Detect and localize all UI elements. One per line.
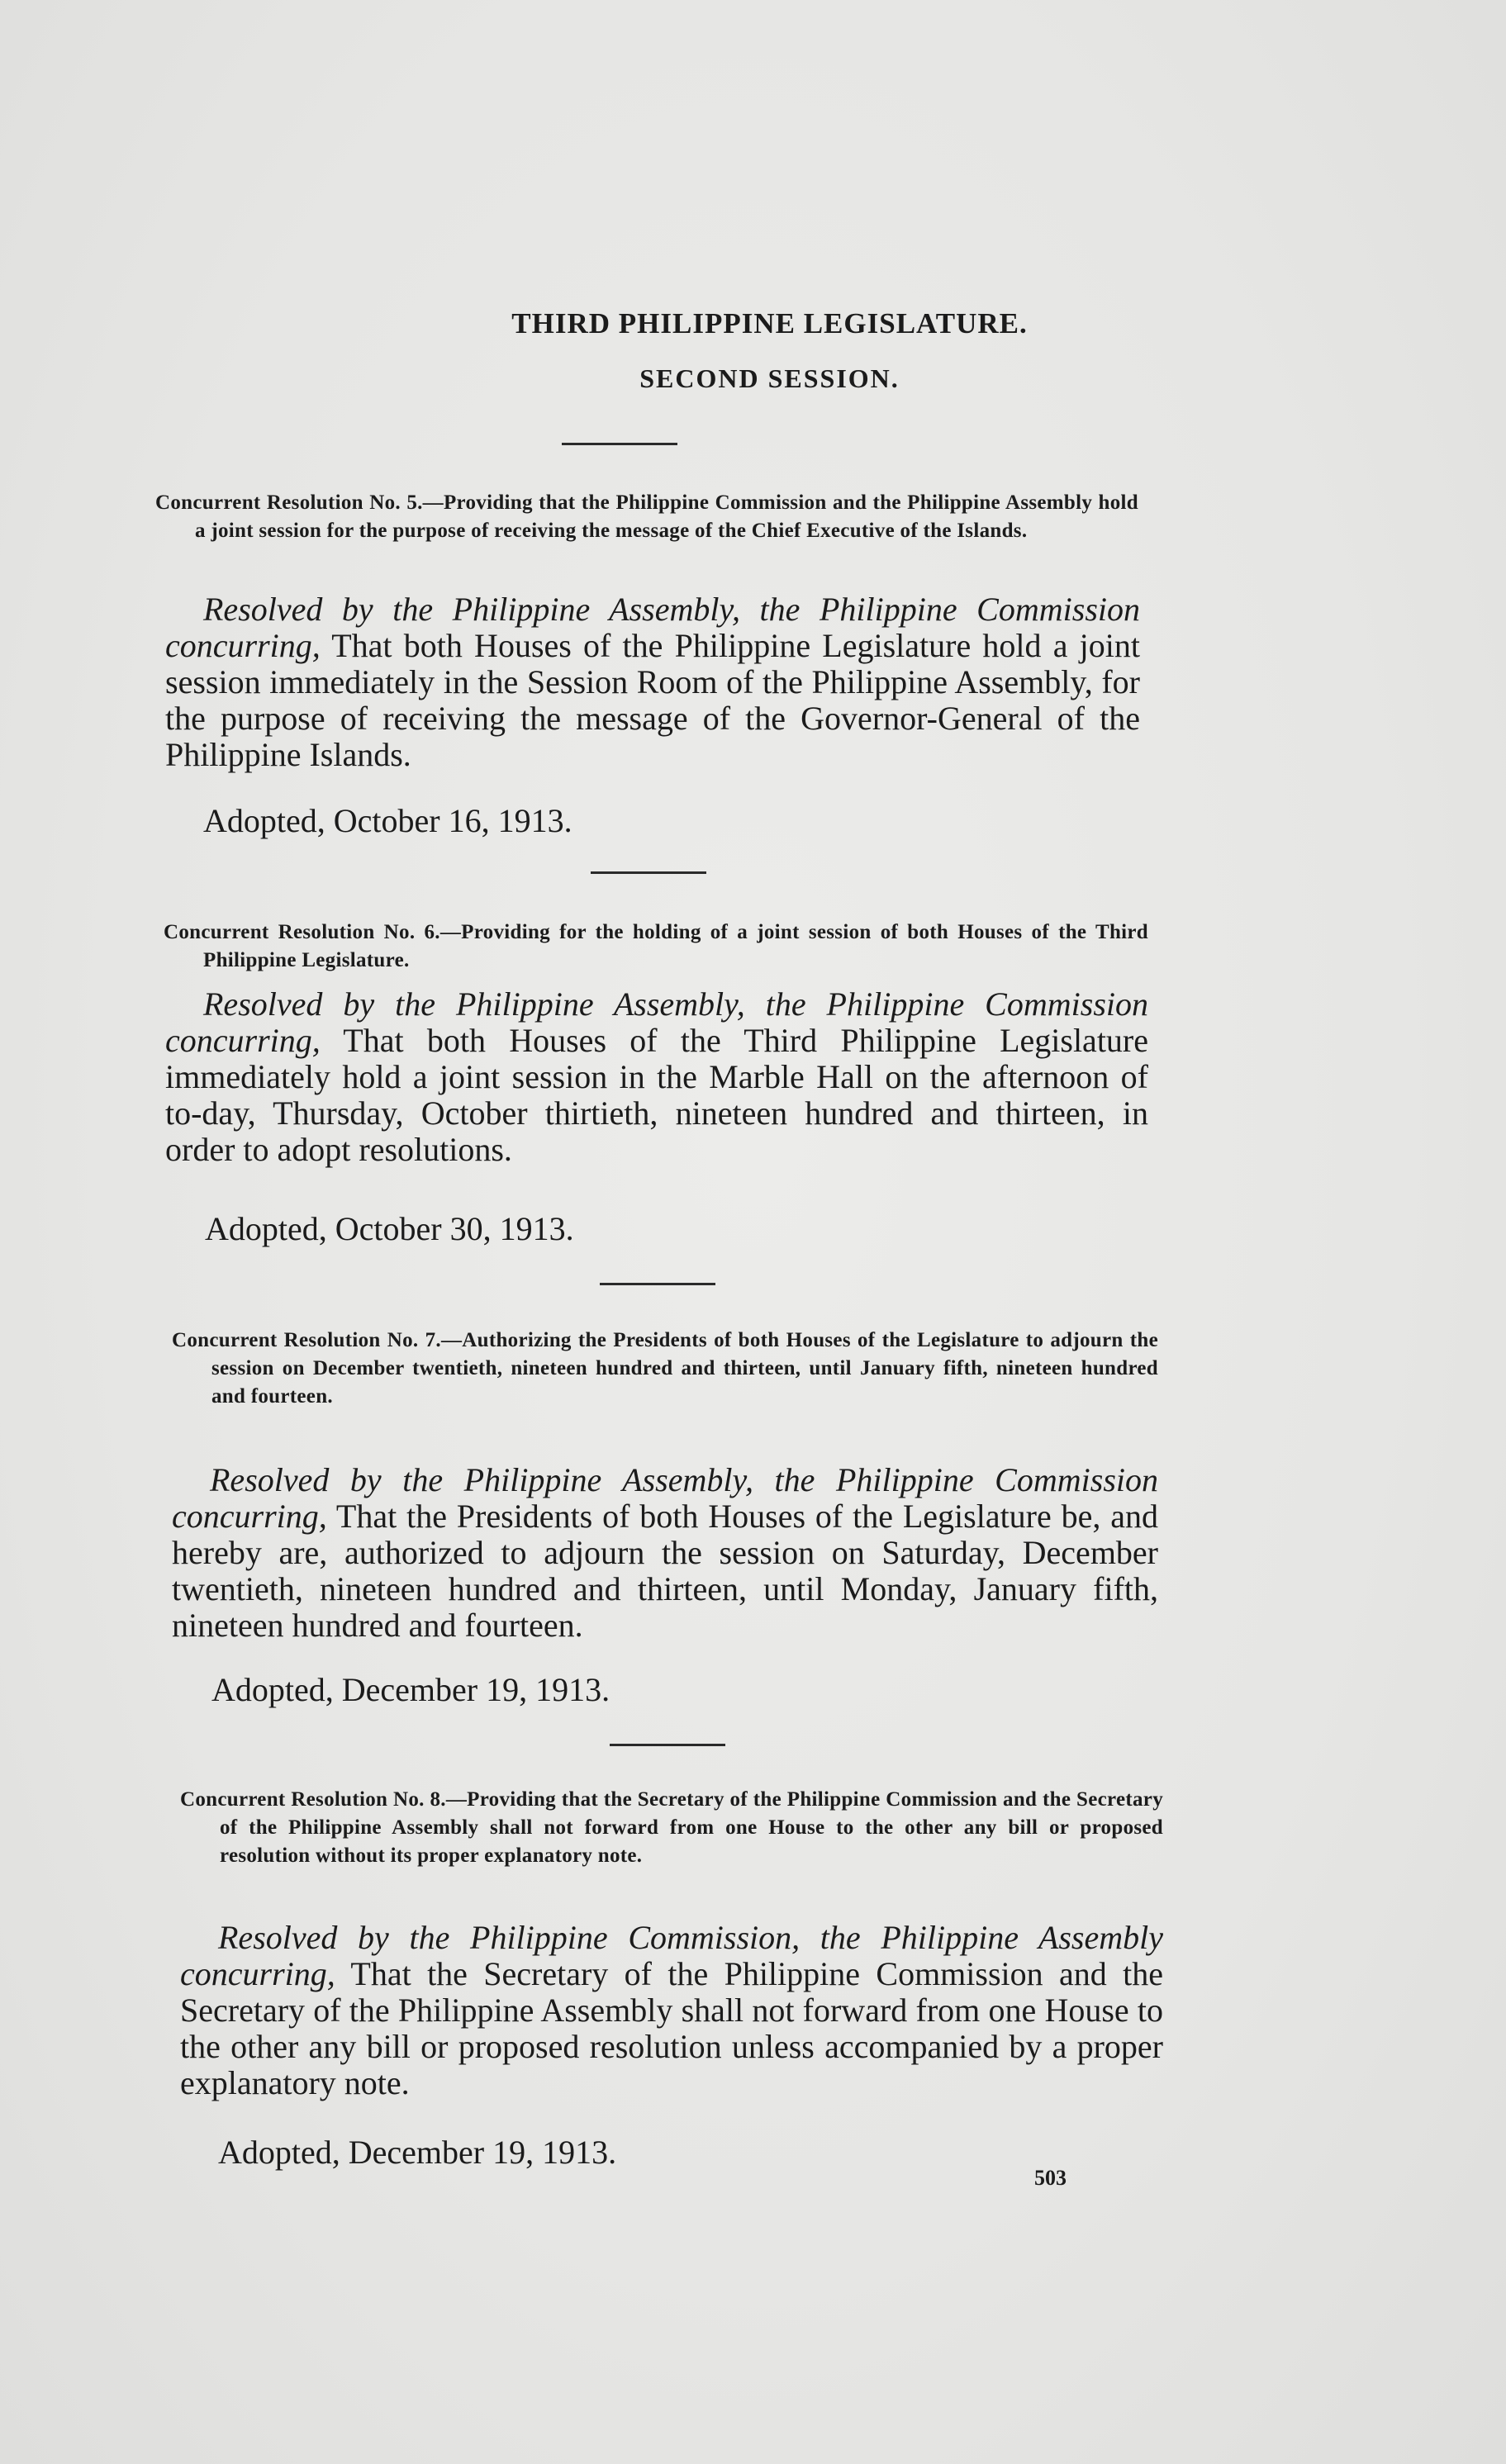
resolution-5-text: That both Houses of the Philippine Legislature hold a joint session immediately in the Session Room of the Philippine Assembly, for the purpose of receiving the message of the Governor-General of the Philippine Islands. (165, 627, 1140, 773)
resolution-7-text: That the Presidents of both Houses of the Legislature be, and hereby are, authorized to adjourn the session on Saturday, December twentieth, nineteen hundred and thirteen, until Monday, January fifth, nineteen hundred and fourteen. (172, 1498, 1158, 1644)
resolution-8-text: That the Secretary of the Philippine Commission and the Secretary of the Philippine Assembly shall not forward from one House to the other any bill or proposed resolution unless accompanied by a proper explanatory note. (180, 1955, 1163, 2101)
resolution-5-resolved-clause: Resolved by the Philippine Assembly, the Philippine Commission concurring, (165, 591, 1140, 664)
resolution-8-body (180, 1920, 1163, 2101)
resolution-7-caption: Concurrent Resolution No. 7.—Authorizing the Presidents of both Houses of the Legislature to adjourn the session on December twentieth, nineteen hundred and thirteen, until January fifth, nineteen hundred and fourteen. (172, 1329, 1158, 1408)
resolution-6-caption: Concurrent Resolution No. 6.—Providing for the holding of a joint session of both Houses of the Third Philippine Legislature. (164, 921, 1148, 971)
page-number: 503 (1034, 2166, 1067, 2190)
resolution-6-resolved-clause: Resolved by the Philippine Assembly, the Philippine Commission concurring, (165, 985, 1148, 1059)
divider-top (562, 443, 677, 445)
resolution-5-adopted: Adopted, October 16, 1913. (203, 802, 572, 839)
resolution-6-adopted: Adopted, October 30, 1913. (205, 1210, 574, 1247)
resolution-6-text: That both Houses of the Third Philippine Legislature immediately hold a joint session in the Marble Hall on the afternoon of to-day, Thursday, October thirtieth, nineteen hundred and thirteen, in order to adopt resolutions. (165, 1022, 1148, 1168)
resolution-5-caption: Concurrent Resolution No. 5.—Providing that the Philippine Commission and the Philippine Assembly hold a joint session for the purpose of receiving the message of the Chief Executive of the Islands. (155, 491, 1138, 542)
resolution-7-body (172, 1462, 1158, 1644)
divider-7-8 (610, 1744, 725, 1746)
resolution-8-adopted: Adopted, December 19, 1913. (218, 2134, 617, 2171)
session-subtitle: SECOND SESSION. (639, 363, 900, 393)
resolution-5-body (165, 591, 1140, 773)
divider-6-7 (600, 1283, 715, 1285)
resolution-8-caption: Concurrent Resolution No. 8.—Providing that the Secretary of the Philippine Commission and the Secretary of the Philippine Assembly shall not forward from one House to the other any bill or proposed resolution without its proper explanatory note. (180, 1788, 1163, 1867)
page-title: THIRD PHILIPPINE LEGISLATURE. (511, 307, 1028, 339)
resolution-6-body (165, 986, 1148, 1168)
resolution-8-resolved-clause: Resolved by the Philippine Commission, the Philippine Assembly concurring, (180, 1919, 1163, 1992)
divider-5-6 (591, 871, 706, 874)
resolution-7-adopted: Adopted, December 19, 1913. (211, 1671, 610, 1708)
resolution-7-resolved-clause: Resolved by the Philippine Assembly, the Philippine Commission concurring, (172, 1461, 1158, 1535)
